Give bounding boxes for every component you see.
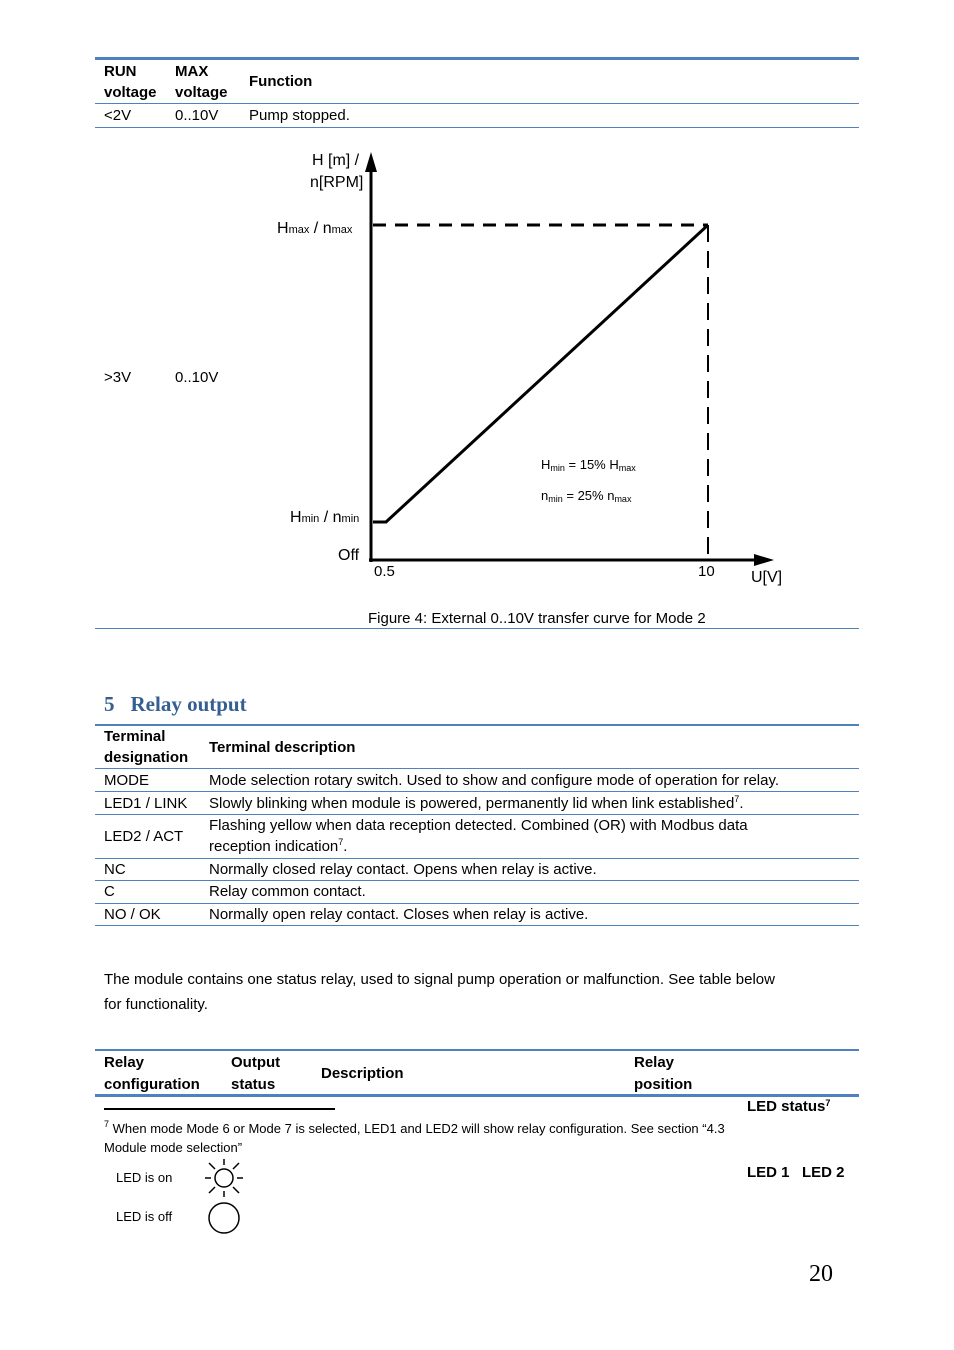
- header-function: Function: [249, 73, 313, 90]
- section-number: 5: [104, 692, 115, 716]
- table-bottom-rule: [95, 925, 859, 926]
- header-rule: [95, 768, 859, 769]
- table-cell-term: NO / OK: [104, 906, 161, 923]
- x-tick-label: 0.5: [374, 563, 395, 580]
- header-terminal-designation: Terminal designation: [104, 728, 189, 766]
- table-cell-function: Pump stopped.: [249, 107, 350, 124]
- header-relay-position: Relay position: [634, 1054, 693, 1093]
- x-axis-label: U[V]: [751, 569, 783, 586]
- table-cell-run: >3V: [104, 369, 132, 386]
- header-description: Description: [321, 1065, 404, 1082]
- header-run-voltage: RUN voltage: [104, 63, 157, 101]
- header-relay-configuration: Relay configuration: [104, 1054, 200, 1093]
- x-tick-label: 10: [698, 563, 715, 580]
- led-off-label: LED is off: [116, 1209, 173, 1224]
- transfer-curve-line: [373, 225, 708, 522]
- x-axis-arrow: [754, 554, 774, 566]
- y-axis-label: H [m] /: [312, 152, 360, 169]
- table-cell-term: MODE: [104, 772, 149, 789]
- led-off-icon: [205, 1201, 245, 1237]
- annotation-hmin: Hmin = 15% Hmax: [541, 457, 636, 473]
- table-cell-run: <2V: [104, 107, 132, 124]
- off-label: Off: [338, 547, 360, 564]
- section-heading: [104, 692, 247, 717]
- row-rule: [95, 791, 859, 792]
- section-title: Relay output: [130, 692, 247, 716]
- y-axis-arrow: [365, 152, 377, 172]
- table-cell-desc: Normally closed relay contact. Opens when relay is active.: [209, 861, 597, 878]
- table-cell-desc: Mode selection rotary switch. Used to show and configure mode of operation for relay.: [209, 772, 780, 789]
- footnote-text: $^7$ When mode Mode 6 or Mode 7 is selected, LED1 and LED2 will show relay configuration. See section “4.3 Module mode selection”: [104, 1119, 725, 1155]
- table-cell-max: 0..10V: [175, 369, 219, 386]
- table-cell-desc: Normally open relay contact. Closes when relay is active.: [209, 906, 589, 923]
- table-cell-desc: Flashing yellow when data reception detected. Combined (OR) with Modbus data reception indication$^7$.: [209, 817, 748, 855]
- header-terminal-description: Terminal description: [209, 739, 356, 756]
- table-cell-max: 0..10V: [175, 107, 219, 124]
- hmin-label: Hmin / nmin: [290, 509, 360, 526]
- table-top-rule: [95, 724, 859, 726]
- hmax-label: Hmax / nmax: [277, 220, 353, 237]
- header-led-status: LED status$^7$ LED 1 LED 2: [747, 1098, 845, 1181]
- table-cell-term: LED1 / LINK: [104, 795, 188, 812]
- header-output-status: Output status: [231, 1054, 281, 1093]
- footnote-separator: [104, 1108, 335, 1110]
- table-cell-term: NC: [104, 861, 126, 878]
- transfer-curve-chart: [0, 0, 954, 640]
- header-max-voltage: MAX voltage: [175, 63, 228, 101]
- annotation-nmin: nmin = 25% nmax: [541, 488, 632, 504]
- led-on-icon: [200, 1157, 250, 1201]
- table-cell-desc: Slowly blinking when module is powered, permanently lid when link established$^7$.: [209, 794, 744, 812]
- table-cell-desc: Relay common contact.: [209, 883, 366, 900]
- header-rule: [95, 1094, 859, 1097]
- page-number: 20: [809, 1261, 833, 1287]
- y-axis-label: n[RPM]: [310, 174, 364, 191]
- figure-caption: Figure 4: External 0..10V transfer curve for Mode 2: [368, 610, 706, 627]
- body-paragraph: The module contains one status relay, used to signal pump operation or malfunction. See table below for functionality.: [104, 971, 775, 1013]
- table-top-rule: [95, 1049, 859, 1051]
- table-cell-term: LED2 / ACT: [104, 828, 184, 845]
- table-cell-term: C: [104, 883, 115, 900]
- led-on-label: LED is on: [116, 1170, 173, 1185]
